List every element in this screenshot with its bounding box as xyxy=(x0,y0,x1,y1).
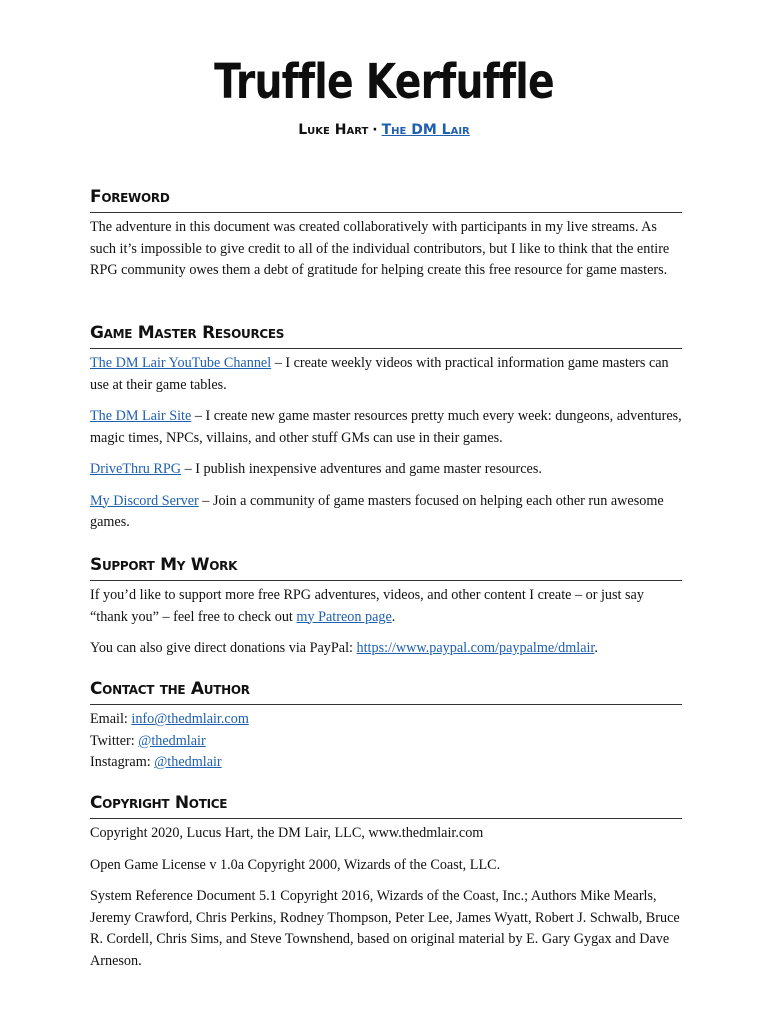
email-line xyxy=(90,709,682,731)
paypal-text-end: . xyxy=(594,640,598,656)
foreword-section xyxy=(90,186,682,292)
resource-item xyxy=(90,459,682,481)
instagram-line xyxy=(90,752,682,774)
resource-item-text: – I create new game master resources pretty much every week: dungeons, adventures, magic times, NPCs, villains, and other stuff GMs can use in their games. xyxy=(90,408,682,446)
foreword-heading: Foreword xyxy=(90,186,682,213)
support-heading: Support My Work xyxy=(90,554,682,581)
srd-line: System Reference Document 5.1 Copyright 2016, Wizards of the Coast, Inc.; Authors Mike Mearls, Jeremy Crawford, Chris Perkins, Rodney Thompson, Peter Lee, James Wyatt, Robert J. Schwalb, Bruce R. Cordell, Chris Sims, and Steve Townshend, based on original material by E. Gary Gygax and Dave Arneson. xyxy=(90,888,680,969)
contact-section xyxy=(90,678,682,774)
instagram-label: Instagram: xyxy=(90,754,155,770)
support-section xyxy=(90,554,682,670)
resource-item xyxy=(90,353,682,396)
dm-lair-link[interactable]: The DM Lair xyxy=(381,122,470,138)
discord-server-link[interactable]: My Discord Server xyxy=(90,492,199,509)
copyright-section xyxy=(90,792,682,982)
ogl-line: Open Game License v 1.0a Copyright 2000, Wizards of the Coast, LLC. xyxy=(90,856,501,873)
email-label: Email: xyxy=(90,711,132,727)
copyright-heading: Copyright Notice xyxy=(90,792,682,819)
twitter-label: Twitter: xyxy=(90,732,139,749)
document-title: Truffle Kerfuffle xyxy=(214,54,554,110)
resource-item xyxy=(90,491,682,534)
paypal-link[interactable]: https://www.paypal.com/paypalme/dmlair xyxy=(356,640,595,656)
resource-item-text: – Join a community of game masters focused on helping each other run awesome games. xyxy=(90,492,664,530)
youtube-channel-link[interactable]: The DM Lair YouTube Channel xyxy=(90,355,272,371)
email-link[interactable]: info@thedmlair.com xyxy=(131,711,249,727)
support-text-end: . xyxy=(391,608,396,625)
twitter-line xyxy=(90,731,682,753)
byline-separator: · xyxy=(372,122,378,138)
resource-item-text: – I create weekly videos with practical information game masters can use at their game tables. xyxy=(90,355,669,393)
twitter-link[interactable]: @thedmlair xyxy=(138,732,206,749)
contact-heading: Contact the Author xyxy=(90,678,682,705)
copyright-line: Copyright 2020, Lucus Hart, the DM Lair, LLC, www.thedmlair.com xyxy=(90,825,484,841)
support-text xyxy=(90,585,682,628)
patreon-link[interactable]: my Patreon page xyxy=(296,608,392,625)
resource-item xyxy=(90,406,682,449)
paypal-text-body: You can also give direct donations via PayPal: xyxy=(90,640,357,656)
drivethru-rpg-link[interactable]: DriveThru RPG xyxy=(90,461,182,477)
foreword-text: The adventure in this document was created collaboratively with participants in my live streams. As such it’s impossible to give credit to all of the individual contributors, but I like to think that the entire RPG community owes them a debt of gratitude for helping create this free resource for game masters. xyxy=(90,219,670,278)
byline xyxy=(0,122,768,138)
resources-section xyxy=(90,322,682,544)
support-text-body: If you’d like to support more free RPG adventures, videos, and other content I create – or just say “thank you” – feel free to check out xyxy=(90,587,644,625)
dm-lair-site-link[interactable]: The DM Lair Site xyxy=(90,408,192,424)
instagram-link[interactable]: @thedmlair xyxy=(154,754,222,770)
paypal-text xyxy=(90,638,682,660)
resources-heading: Game Master Resources xyxy=(90,322,682,349)
author-name: Luke Hart xyxy=(298,122,369,138)
resource-item-text: – I publish inexpensive adventures and game master resources. xyxy=(181,461,542,477)
